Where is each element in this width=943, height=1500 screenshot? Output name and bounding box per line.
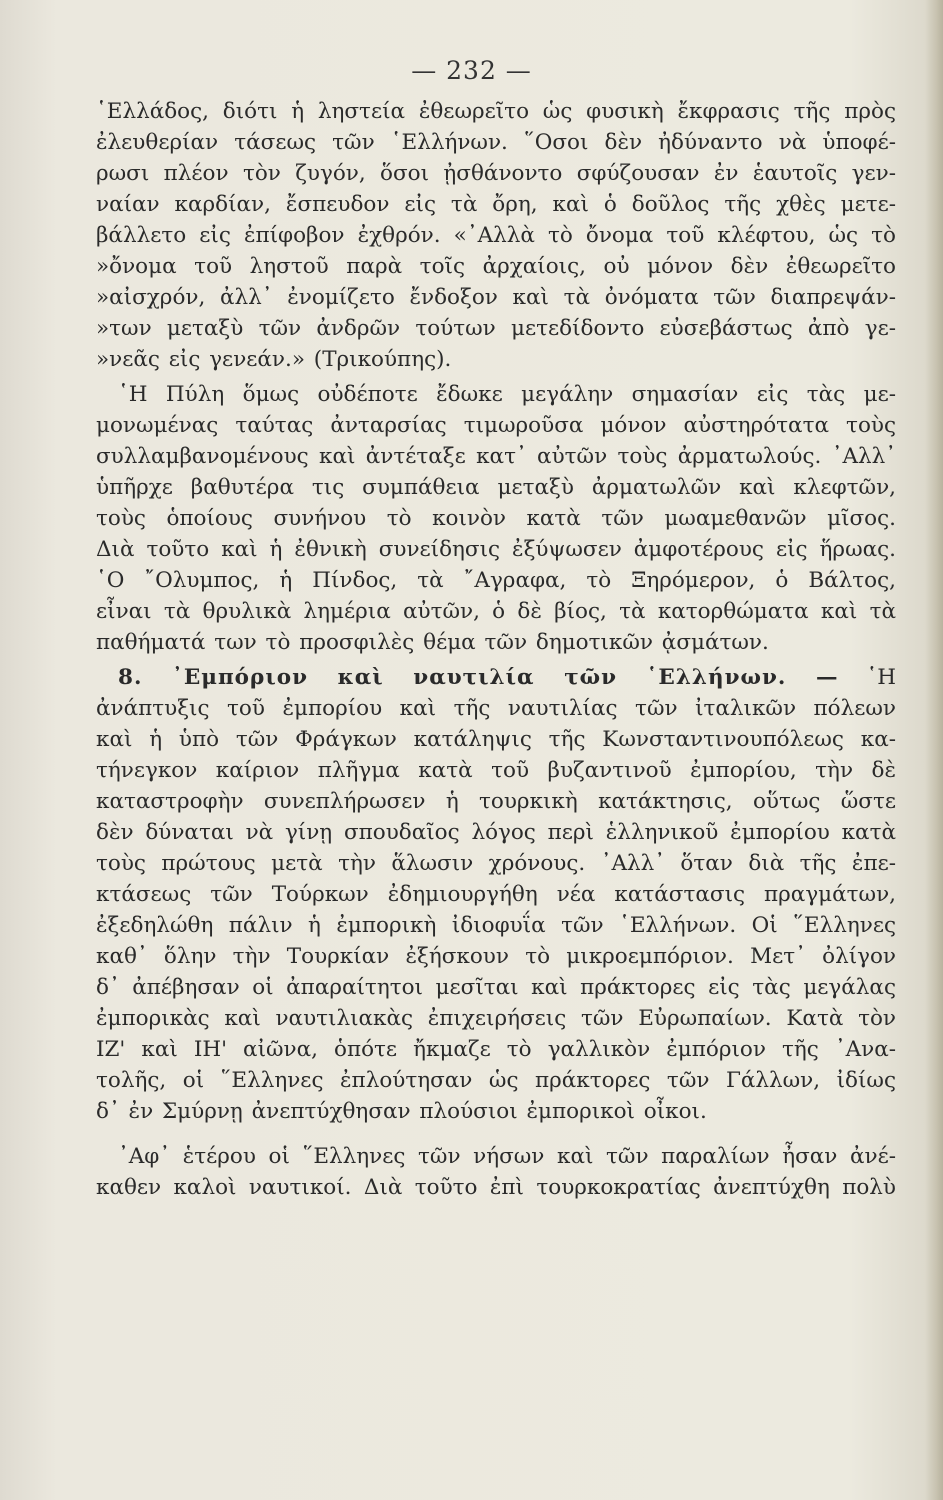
text-line: καθ᾿ ὅλην τὴν Τουρκίαν ἐξήσκουν τὸ μικροεμπόριον. Μετ᾿ ὀλίγον	[96, 944, 896, 969]
text-line: ναίαν καρδίαν, ἔσπευδον εἰς τὰ ὄρη, καὶ ὁ δοῦλος τῆς χθὲς μετε-	[96, 192, 896, 217]
page-number: — 232 —	[411, 56, 532, 85]
text-line: δ᾿ ἀπέβησαν οἱ ἀπαραίτητοι μεσῖται καὶ πράκτορες εἰς τὰς μεγάλας	[96, 975, 896, 1000]
text-line: ἐξεδηλώθη πάλιν ἡ ἐμπορικὴ ἰδιοφυΐα τῶν ῾Ελλήνων. Οἱ ῞Ελληνες	[96, 913, 896, 938]
text-line: κτάσεως τῶν Τούρκων ἐδημιουργήθη νέα κατάστασις πραγμάτων,	[96, 882, 896, 907]
section-heading: 8. ᾿Εμπόριον καὶ ναυτιλία τῶν ῾Ελλήνων. —	[118, 665, 839, 690]
text-line: Διὰ τοῦτο καὶ ἡ ἐθνικὴ συνείδησις ἐξύψωσεν ἀμφοτέρους εἰς ἥρωας.	[96, 537, 896, 562]
text-line: τοὺς ὁποίους συνήνου τὸ κοινὸν κατὰ τῶν μωαμεθανῶν μῖσος.	[96, 506, 896, 531]
text-line: δ᾿ ἐν Σμύρνῃ ἀνεπτύχθησαν πλούσιοι ἐμπορικοὶ οἶκοι.	[96, 1099, 707, 1124]
text-line: καταστροφὴν συνεπλήρωσεν ἡ τουρκικὴ κατάκτησις, οὕτως ὥστε	[96, 789, 896, 814]
text-line: καθεν καλοὶ ναυτικοί. Διὰ τοῦτο ἐπὶ τουρκοκρατίας ἀνεπτύχθη πολὺ	[96, 1175, 896, 1200]
text-line: μονωμένας ταύτας ἀνταρσίας τιμωροῦσα μόνον αὐστηρότατα τοὺς	[96, 413, 896, 438]
paragraph-3	[96, 658, 896, 1127]
text-line: ἐμπορικὰς καὶ ναυτιλιακὰς ἐπιχειρήσεις τῶν Εὐρωπαίων. Κατὰ τὸν	[96, 1006, 896, 1031]
text-line: ῾Ελλάδος, διότι ἡ ληστεία ἐθεωρεῖτο ὡς φυσικὴ ἔκφρασις τῆς πρὸς	[96, 99, 896, 124]
paragraph-2	[96, 375, 896, 658]
text-line: συλλαμβανομένους καὶ ἀντέταξε κατ᾿ αὐτῶν τοὺς ἀρματωλούς. ᾿Αλλ᾿	[96, 444, 896, 469]
text-line: βάλλετο εἰς ἐπίφοβον ἐχθρόν. «᾿Αλλὰ τὸ ὄνομα τοῦ κλέφτου, ὡς τὸ	[96, 223, 896, 248]
text-line: ἐλευθερίαν τάσεως τῶν ῾Ελλήνων. ῞Οσοι δὲν ἠδύναντο νὰ ὑποφέ-	[96, 130, 896, 155]
section-heading-line	[96, 662, 896, 693]
text-line: ἀνάπτυξις τοῦ ἐμπορίου καὶ τῆς ναυτιλίας τῶν ἰταλικῶν πόλεων	[96, 696, 896, 721]
text-line: τοὺς πρώτους μετὰ τὴν ἅλωσιν χρόνους. ᾿Αλλ᾿ ὅταν διὰ τῆς ἐπε-	[96, 851, 896, 876]
text-line: εἶναι τὰ θρυλικὰ λημέρια αὐτῶν, ὁ δὲ βίος, τὰ κατορθώματα καὶ τὰ	[96, 599, 896, 624]
text-line: τολῆς, οἱ ῞Ελληνες ἐπλούτησαν ὡς πράκτορες τῶν Γάλλων, ἰδίως	[96, 1068, 896, 1093]
text-line: καὶ ἡ ὑπὸ τῶν Φράγκων κατάληψις τῆς Κωνσταντινουπόλεως κα-	[96, 727, 896, 752]
text-fragment: ῾Η	[866, 665, 896, 690]
text-line: ῾Ο ῎Ολυμπος, ἡ Πίνδος, τὰ ῎Αγραφα, τὸ Ξηρόμερον, ὁ Βάλτος,	[96, 568, 896, 593]
text-line: ρωσι πλέον τὸν ζυγόν, ὅσοι ᾐσθάνοντο σφύζουσαν ἐν ἑαυτοῖς γεν-	[96, 161, 896, 186]
text-line: ῾Η Πύλη ὅμως οὐδέποτε ἔδωκε μεγάλην σημασίαν εἰς τὰς με-	[118, 382, 896, 407]
text-line: »των μεταξὺ τῶν ἀνδρῶν τούτων μετεδίδοντο εὐσεβάστως ἀπὸ γε-	[96, 316, 896, 341]
text-line: παθήματά των τὸ προσφιλὲς θέμα τῶν δημοτικῶν ᾀσμάτων.	[96, 630, 769, 655]
page-text	[96, 96, 896, 1203]
text-line: τήνεγκον καίριον πλῆγμα κατὰ τοῦ βυζαντινοῦ ἐμπορίου, τὴν δὲ	[96, 758, 896, 783]
text-line: ΙΖ' καὶ ΙΗ' αἰῶνα, ὁπότε ἤκμαζε τὸ γαλλικὸν ἐμπόριον τῆς ᾿Ανα-	[96, 1037, 896, 1062]
text-line: »αἰσχρόν, ἀλλ᾿ ἐνομίζετο ἔνδοξον καὶ τὰ ὀνόματα τῶν διαπρεψάν-	[96, 285, 896, 310]
text-line: δὲν δύναται νὰ γίνῃ σπουδαῖος λόγος περὶ ἑλληνικοῦ ἐμπορίου κατὰ	[96, 820, 896, 845]
paragraph-4	[96, 1127, 896, 1203]
text-line: ᾿Αφ᾿ ἑτέρου οἱ ῞Ελληνες τῶν νήσων καὶ τῶν παραλίων ἦσαν ἀνέ-	[118, 1144, 896, 1169]
paragraph-1	[96, 96, 896, 375]
text-line: ὑπῆρχε βαθυτέρα τις συμπάθεια μεταξὺ ἀρματωλῶν καὶ κλεφτῶν,	[96, 475, 896, 500]
page-edge-shadow	[925, 0, 943, 1500]
text-line: »ὄνομα τοῦ ληστοῦ παρὰ τοῖς ἀρχαίοις, οὐ μόνον δὲν ἐθεωρεῖτο	[96, 254, 896, 279]
text-line: »νεᾶς εἰς γενεάν.» (Τρικούπης).	[96, 347, 452, 372]
